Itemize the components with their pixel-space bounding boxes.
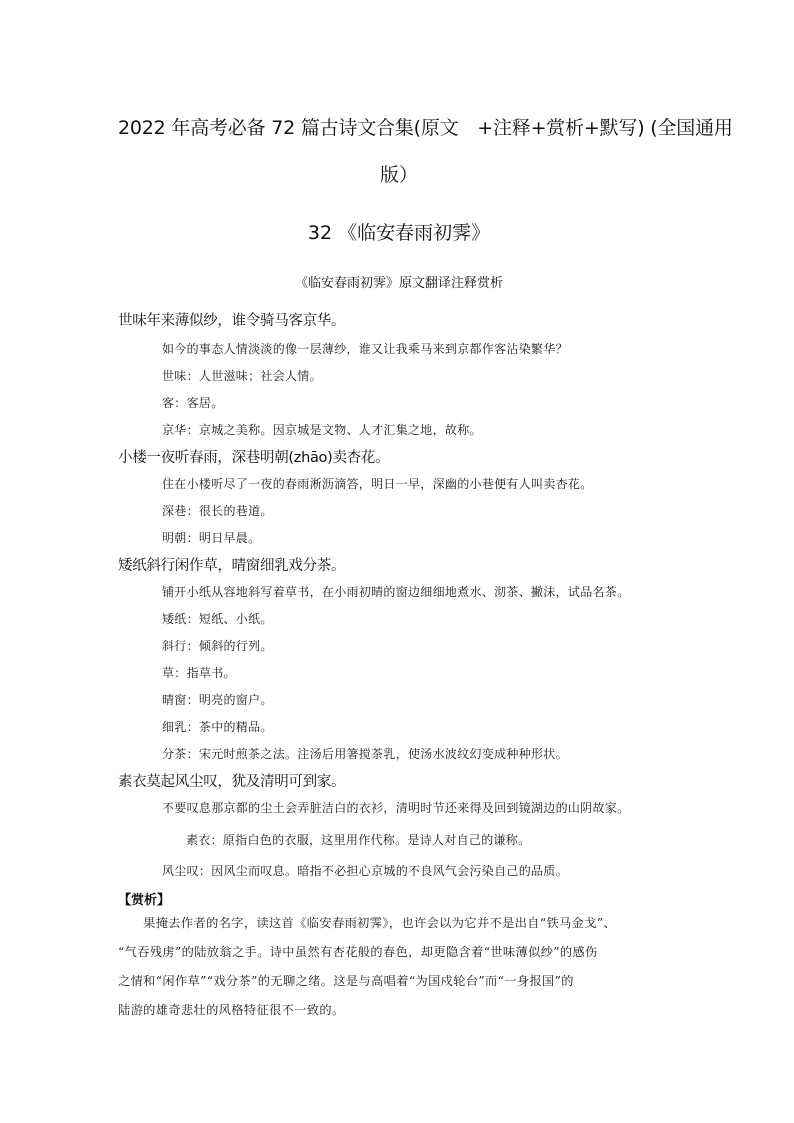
annotation-line: 分茶：宋元时煎茶之法。注汤后用箸搅茶乳，使汤水波纹幻变成种种形状。 xyxy=(162,747,568,761)
verse-line: 世味年来薄似纱，谁令骑马客京华。 xyxy=(118,313,346,329)
annotation-line: 风尘叹：因风尘而叹息。暗指不必担心京城的不良风气会污染自己的品质。 xyxy=(162,864,568,878)
section-title: 32 《临安春雨初霁》 xyxy=(307,222,491,244)
verse-line: 素衣莫起风尘叹，犹及清明可到家。 xyxy=(118,774,346,790)
annotation-line: 明朝：明日早晨。 xyxy=(162,531,261,545)
verse-line: 矮纸斜行闲作草，晴窗细乳戏分茶。 xyxy=(118,558,346,574)
annotation-line: 素衣：原指白色的衣服，这里用作代称。是诗人对自己的谦称。 xyxy=(186,833,531,847)
doc-title-line1: 2022 年高考必备 72 篇古诗文合集(原文 +注释+赏析+默写) (全国通用 xyxy=(118,117,733,139)
annotation-line: 晴窗：明亮的窗户。 xyxy=(162,693,273,707)
annotation-line: 深巷：很长的巷道。 xyxy=(162,504,273,518)
translation-line: 不要叹息那京都的尘土会弄脏洁白的衣衫，清明时节还来得及回到镜湖边的山阴故家。 xyxy=(162,801,630,815)
annotation-line: 草：指草书。 xyxy=(162,666,236,680)
annotation-line: 客：客居。 xyxy=(162,396,224,410)
doc-title-line2: 版） xyxy=(379,164,418,186)
appreciation-heading: 【赏析】 xyxy=(118,893,171,908)
translation-line: 如今的事态人情淡淡的像一层薄纱，谁又让我乘马来到京都作客沾染繁华？ xyxy=(162,342,568,356)
appreciation-paragraph-line: “气吞残虏”的陆放翁之手。诗中虽然有杏花般的春色，却更隐含着“世味薄似纱”的感伤 xyxy=(118,945,598,959)
translation-line: 住在小楼听尽了一夜的春雨淅沥滴答，明日一早，深幽的小巷便有人叫卖杏花。 xyxy=(162,477,593,491)
verse-line: 小楼一夜听春雨，深巷明朝(zhāo)卖杏花。 xyxy=(118,450,390,466)
translation-line: 铺开小纸从容地斜写着草书，在小雨初晴的窗边细细地煮水、沏茶、撇沫，试品名茶。 xyxy=(162,585,630,599)
annotation-line: 斜行：倾斜的行列。 xyxy=(162,639,273,653)
appreciation-paragraph-line: 果掩去作者的名字，读这首《临安春雨初霁》，也许会以为它并不是出自“铁马金戈”、 xyxy=(118,916,617,930)
annotation-line: 京华：京城之美称。因京城是文物、人才汇集之地，故称。 xyxy=(162,423,482,437)
section-subtitle: 《临安春雨初霁》原文翻译注释赏析 xyxy=(294,276,503,291)
annotation-line: 世味：人世滋味；社会人情。 xyxy=(162,369,322,383)
annotation-line: 细乳：茶中的精品。 xyxy=(162,720,273,734)
appreciation-paragraph-line: 陆游的雄奇悲壮的风格特征很不一致的。 xyxy=(118,1003,345,1017)
appreciation-paragraph-line: 之情和“闲作草”“戏分茶”的无聊之绪。这是与高唱着“为国戍轮台”而“一身报国”的 xyxy=(118,974,574,988)
annotation-line: 矮纸：短纸、小纸。 xyxy=(162,612,273,626)
